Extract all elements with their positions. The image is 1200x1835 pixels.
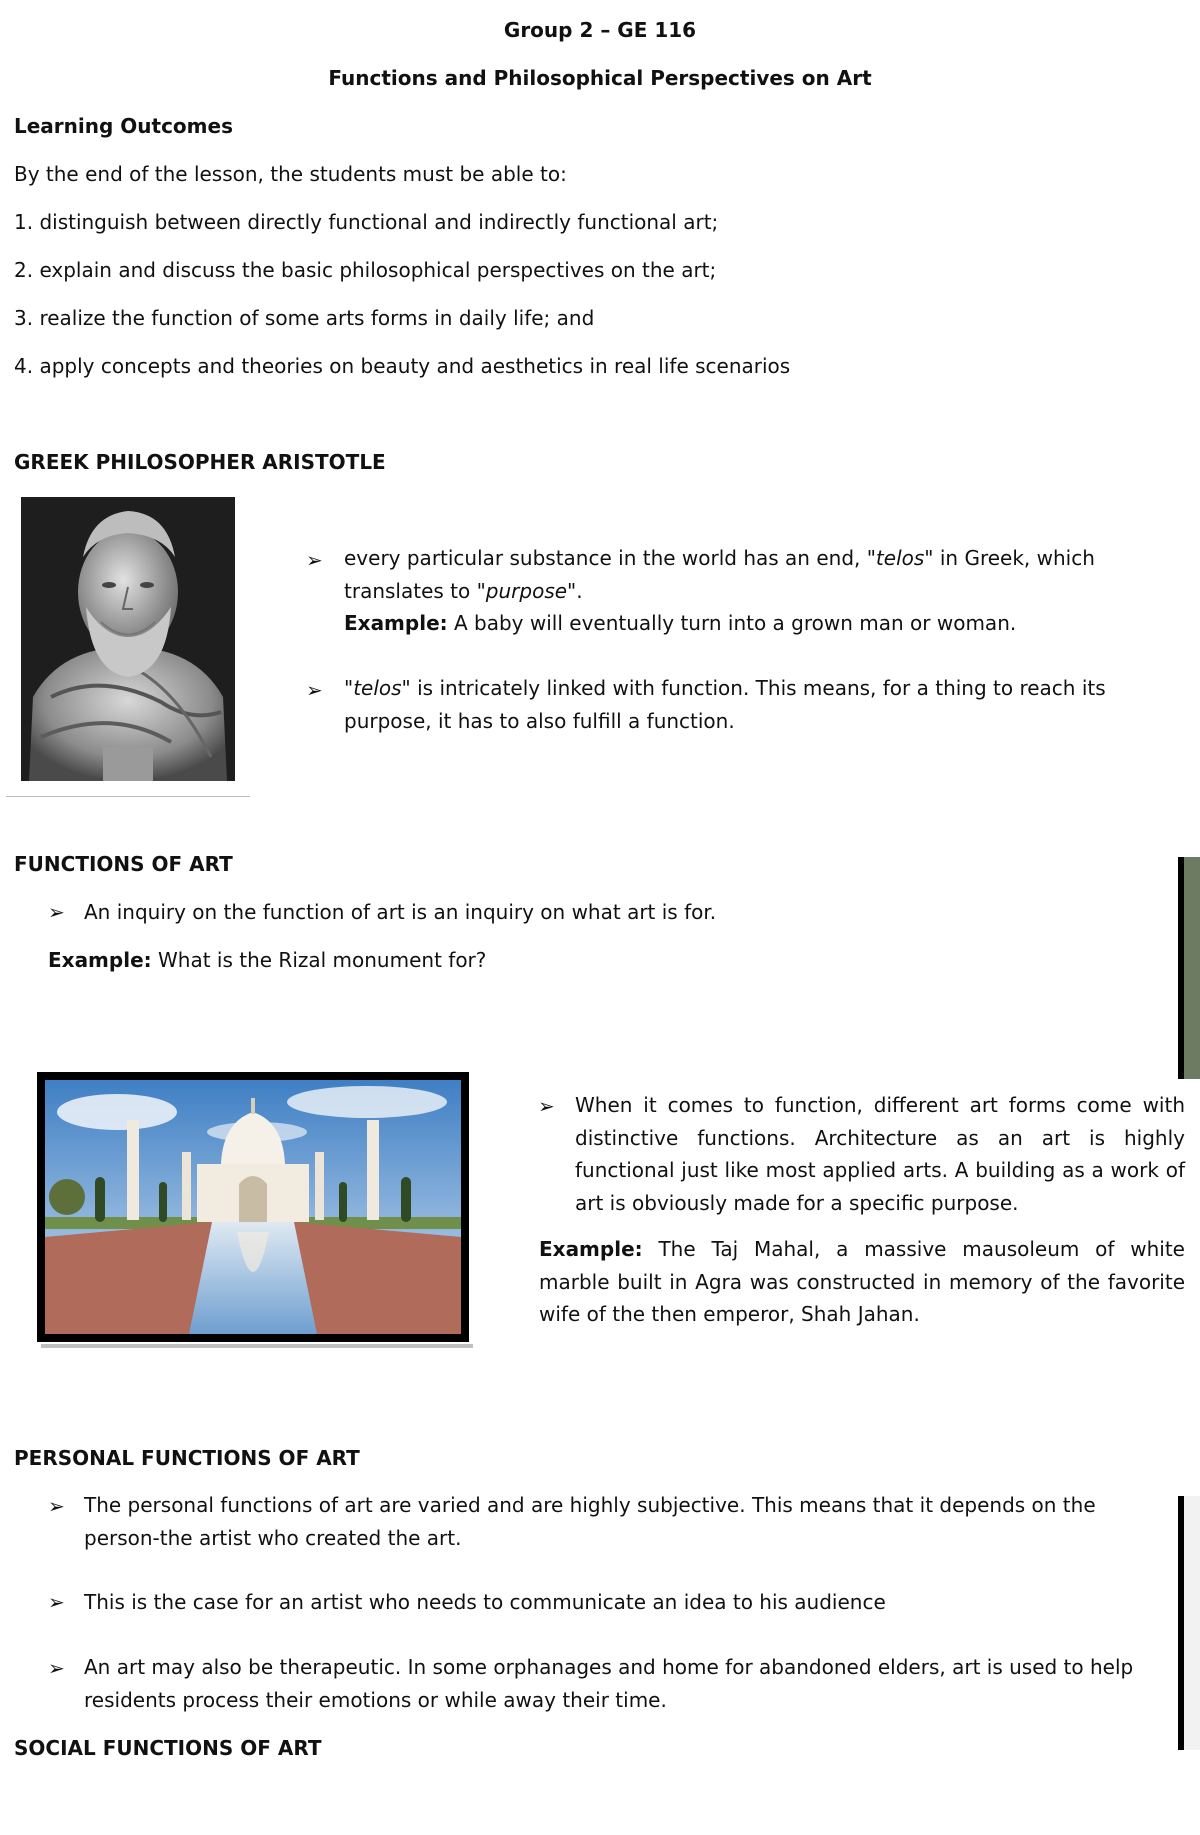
rizal-example: Example: What is the Rizal monument for?	[48, 948, 487, 972]
arrowhead-bullet-icon: ➢	[48, 900, 65, 924]
aristotle-example: Example: A baby will eventually turn into a grown man or woman.	[344, 611, 1017, 635]
taj-mahal-image	[37, 1072, 469, 1342]
social-functions-heading: SOCIAL FUNCTIONS OF ART	[14, 1736, 322, 1760]
functions-heading: FUNCTIONS OF ART	[14, 852, 233, 876]
aristotle-bust-illustration	[21, 497, 235, 781]
functions-bullet: An inquiry on the function of art is an inquiry on what art is for.	[84, 900, 717, 924]
cropped-ornament-image	[1178, 1496, 1200, 1750]
personal-functions-heading: PERSONAL FUNCTIONS OF ART	[14, 1446, 360, 1470]
learning-intro: By the end of the lesson, the students must be able to:	[14, 162, 567, 186]
cropped-monument-image	[1178, 857, 1200, 1079]
page-subtitle: Functions and Philosophical Perspectives on Art	[328, 66, 872, 90]
learning-outcomes-heading: Learning Outcomes	[14, 114, 233, 138]
learning-item-4: 4. apply concepts and theories on beauty and aesthetics in real life scenarios	[14, 354, 791, 378]
page-title: Group 2 – GE 116	[503, 18, 697, 42]
aristotle-bust-image	[21, 497, 235, 781]
arrowhead-bullet-icon: ➢	[48, 1590, 65, 1614]
personal-bullet-2: This is the case for an artist who needs to communicate an idea to his audience	[84, 1590, 886, 1614]
aristotle-heading: GREEK PHILOSOPHER ARISTOTLE	[14, 450, 386, 474]
arrowhead-bullet-icon: ➢	[306, 548, 323, 572]
personal-bullet-1: The personal functions of art are varied and are highly subjective. This means that it depends on the person-the artist who created the art.	[84, 1493, 1096, 1550]
arrowhead-bullet-icon: ➢	[306, 678, 323, 702]
purpose-term: "purpose"	[476, 578, 577, 603]
architecture-bullet: When it comes to function, different art forms come with distinctive functions. Architecture as an art is highly functional just like most applied arts. A building as a work of art is obviously made for a specific purpose.	[575, 1093, 1185, 1215]
personal-bullet-3: An art may also be therapeutic. In some orphanages and home for abandoned elders, art is used to help residents process their emotions or while away their time.	[84, 1655, 1134, 1712]
aristotle-bullet-2: "telos" is intricately linked with function. This means, for a thing to reach its purpose, it has to also fulfill a function.	[344, 676, 1106, 733]
arrowhead-bullet-icon: ➢	[538, 1094, 555, 1118]
learning-item-3: 3. realize the function of some arts forms in daily life; and	[14, 306, 595, 330]
telos-term: "telos"	[344, 676, 411, 700]
arrowhead-bullet-icon: ➢	[48, 1656, 65, 1680]
taj-example: Example: The Taj Mahal, a massive mausoleum of white marble built in Agra was constructed in memory of the favorite wife of the then emperor, Shah Jahan.	[539, 1237, 1185, 1326]
image-caption-rule	[6, 796, 250, 797]
arrowhead-bullet-icon: ➢	[48, 1494, 65, 1518]
taj-image-shadow	[41, 1344, 473, 1348]
learning-item-1: 1. distinguish between directly functional and indirectly functional art;	[14, 210, 719, 234]
taj-mahal-illustration	[37, 1072, 469, 1342]
learning-item-2: 2. explain and discuss the basic philosophical perspectives on the art;	[14, 258, 717, 282]
telos-term: "telos"	[866, 546, 934, 570]
aristotle-bullet-1: every particular substance in the world has an end, "telos" in Greek, which translates to "purpose".	[344, 546, 1095, 603]
